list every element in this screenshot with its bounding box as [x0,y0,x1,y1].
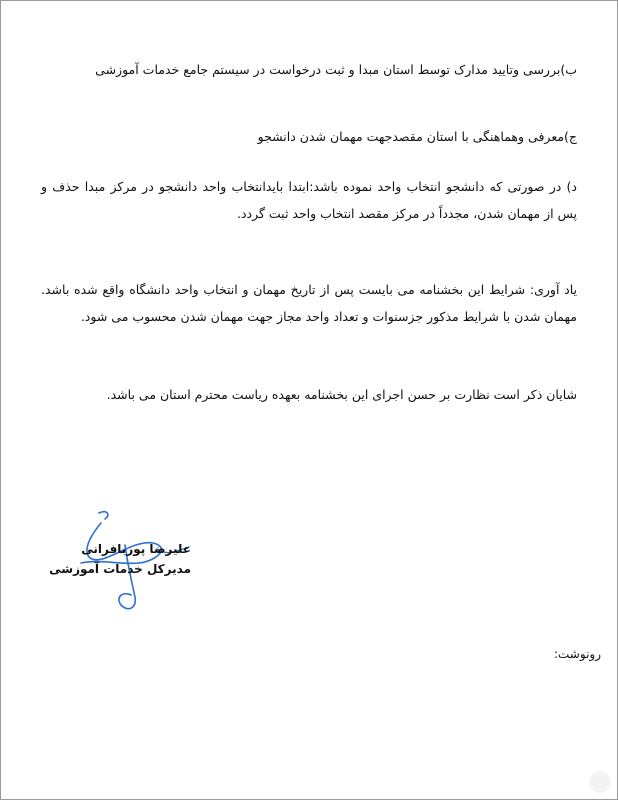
paragraph-reminder: یاد آوری: شرایط این بخشنامه می بایست پس از تاریخ مهمان و انتخاب واحد دانشگاه واقع شده باشد. مهمان شدن با شرایط مذکور جزسنوات و تعداد واحد مجاز جهت مهمان شدن محسوب می شود. [41,282,577,324]
signature-block [41,539,191,579]
paragraph-b: ب)بررسی وتایید مدارک توسط استان مبدا و ثبت درخواست در سیستم جامع خدمات آموزشی [95,62,577,77]
paragraph-j: ج)معرفی وهماهنگی با استان مقصدجهت مهمان شدن دانشجو [257,129,577,144]
signatory-name: علیرضا پوربافرانی [81,542,191,556]
signatory-title: مدیرکل خدمات آموزشی [49,562,191,576]
page-corner-mark [589,771,611,793]
cc-label: رونوشت: [553,647,601,661]
paragraph-d: د) در صورتی که دانشجو انتخاب واحد نموده باشد:ابتدا بایدانتخاب واحد دانشجو در مرکز مبدا حذف و پس از مهمان شدن، مجدداً در مرکز مقصد انتخاب واحد ثبت گردد. [41,179,577,221]
paragraph-supervision: شایان ذکر است نظارت بر حسن اجرای این بخشنامه بعهده ریاست محترم استان می باشد. [106,387,577,402]
